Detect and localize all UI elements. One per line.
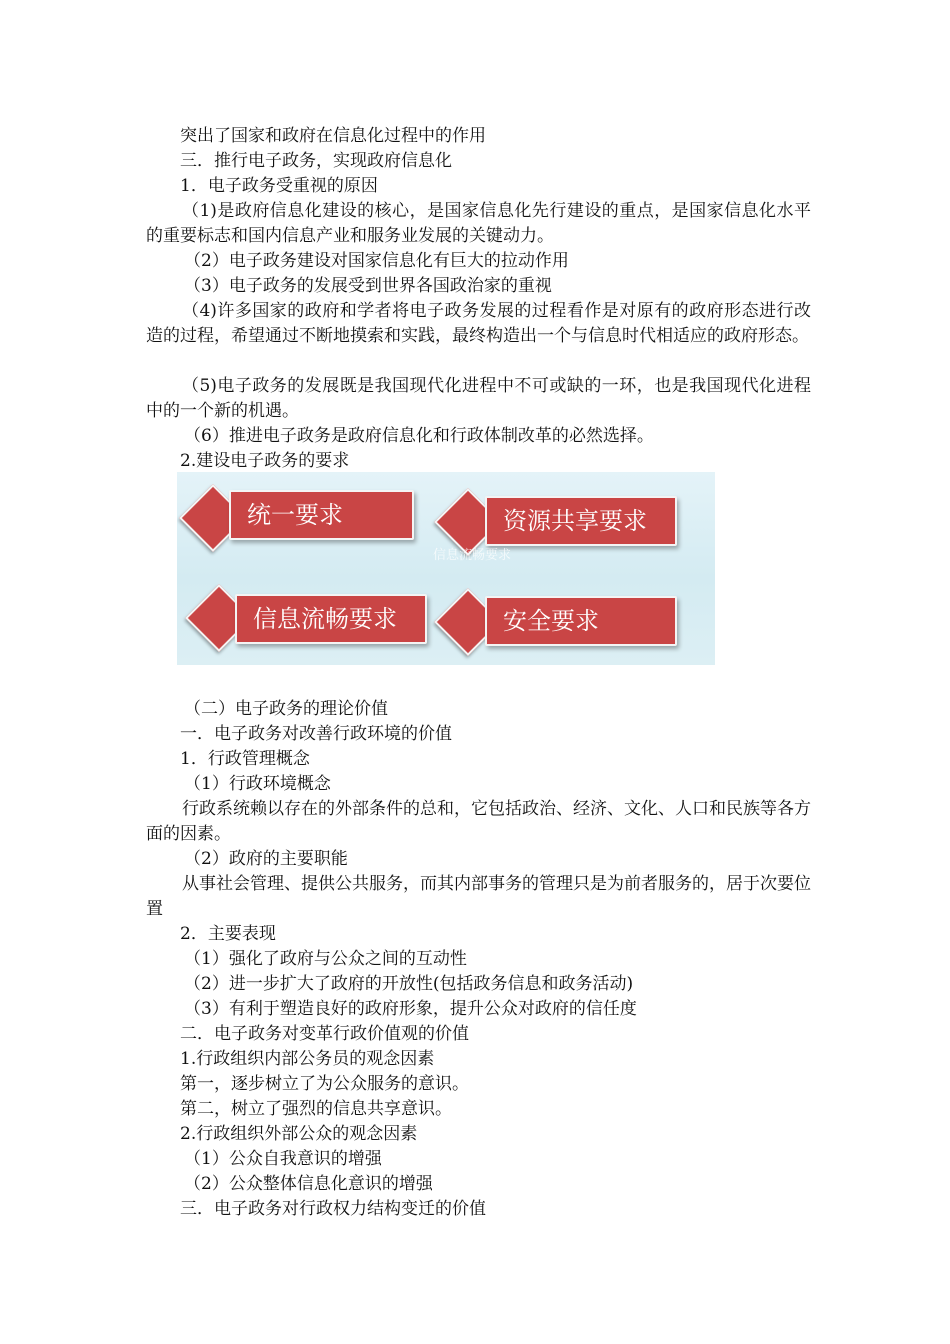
sub-heading: 1．电子政务受重视的原因 (180, 176, 378, 196)
paragraph: （1)是政府信息化建设的核心，是国家信息化先行建设的重点，是国家信息化水平的重要标志和国内信息产业和服务业发展的关键动力。 (146, 201, 811, 246)
sub-heading: 2.行政组织外部公众的观念因素 (180, 1124, 418, 1144)
list-item: （1）强化了政府与公众之间的互动性 (184, 949, 467, 969)
list-item: （2）进一步扩大了政府的开放性(包括政务信息和政务活动) (184, 974, 634, 994)
section-heading: 一．电子政务对改善行政环境的价值 (180, 724, 452, 744)
section-heading: 三．推行电子政务，实现政府信息化 (180, 151, 452, 171)
section-heading: 三．电子政务对行政权力结构变迁的价值 (180, 1199, 486, 1219)
list-item: （3）电子政务的发展受到世界各国政治家的重视 (184, 276, 552, 296)
requirement-tag: 安全要求 (485, 596, 677, 646)
list-item: （6）推进电子政务是政府信息化和行政体制改革的必然选择。 (184, 426, 654, 446)
sub-heading: 2．主要表现 (180, 924, 276, 944)
text-line: 突出了国家和政府在信息化过程中的作用 (180, 126, 486, 146)
paragraph: （5)电子政务的发展既是我国现代化进程中不可或缺的一环，也是我国现代化进程中的一个新的机遇。 (146, 376, 811, 421)
paragraph: 行政系统赖以存在的外部条件的总和，它包括政治、经济、文化、人口和民族等各方面的因素。 (146, 799, 811, 844)
sub-heading: 1.行政组织内部公务员的观念因素 (180, 1049, 435, 1069)
requirement-tag: 统一要求 (229, 490, 414, 540)
section-heading: 二．电子政务对变革行政价值观的价值 (180, 1024, 469, 1044)
text-line: 第二，树立了强烈的信息共享意识。 (180, 1099, 452, 1119)
list-item: （2）电子政务建设对国家信息化有巨大的拉动作用 (184, 251, 569, 271)
sub-heading: 1．行政管理概念 (180, 749, 310, 769)
paragraph: （4)许多国家的政府和学者将电子政务发展的过程看作是对原有的政府形态进行改造的过程，希望通过不断地摸索和实践，最终构造出一个与信息时代相适应的政府形态。 (146, 301, 811, 346)
watermark-text: 信息流畅要求 (433, 548, 512, 563)
text-line: 第一，逐步树立了为公众服务的意识。 (180, 1074, 469, 1094)
list-item: （2）政府的主要职能 (184, 849, 348, 869)
requirement-tag: 资源共享要求 (485, 496, 677, 546)
list-item: （1）行政环境概念 (184, 774, 331, 794)
requirement-tag: 信息流畅要求 (235, 594, 427, 644)
list-item: （2）公众整体信息化意识的增强 (184, 1174, 433, 1194)
paragraph: 从事社会管理、提供公共服务，而其内部事务的管理只是为前者服务的，居于次要位置 (146, 874, 811, 919)
requirements-diagram (177, 472, 715, 665)
section-heading: （二）电子政务的理论价值 (184, 699, 388, 719)
sub-heading: 2.建设电子政务的要求 (180, 451, 350, 471)
list-item: （3）有利于塑造良好的政府形象，提升公众对政府的信任度 (184, 999, 637, 1019)
list-item: （1）公众自我意识的增强 (184, 1149, 382, 1169)
